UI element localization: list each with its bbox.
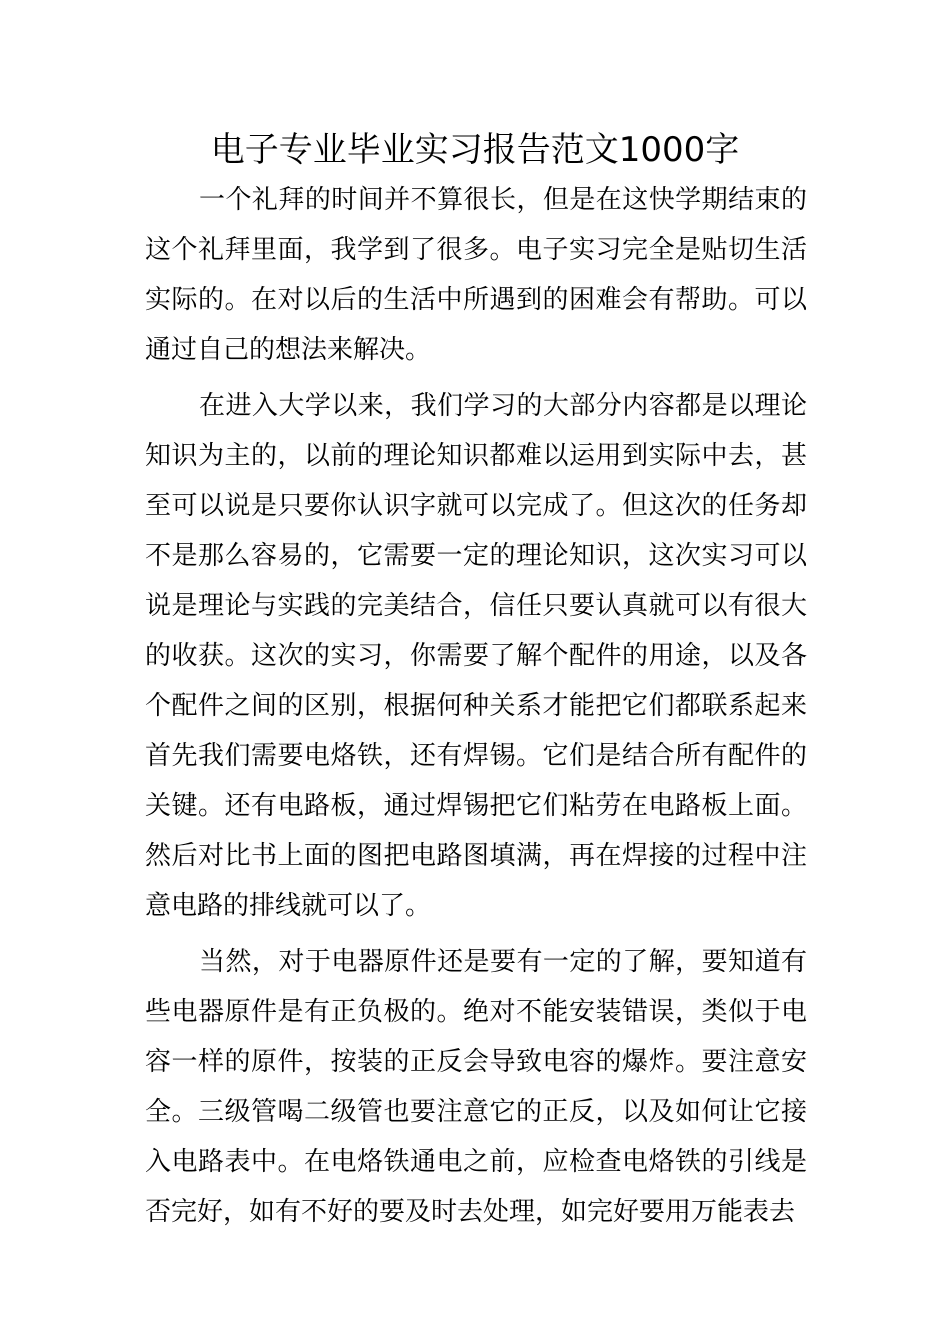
document-body — [145, 175, 807, 1237]
paragraph-2: 在进入大学以来，我们学习的大部分内容都是以理论知识为主的，以前的理论知识都难以运用到实际中去，甚至可以说是只要你认识字就可以完成了。但这次的任务却不是那么容易的，它需要一定的理论知识，这次实习可以说是理论与实践的完美结合，信任只要认真就可以有很大的收获。这次的实习，你需要了解个配件的用途，以及各个配件之间的区别，根据何种关系才能把它们都联系起来首先我们需要电烙铁，还有焊锡。它们是结合所有配件的关键。还有电路板，通过焊锡把它们粘劳在电路板上面。然后对比书上面的图把电路图填满，再在焊接的过程中注意电路的排线就可以了。 — [145, 391, 807, 921]
paragraph-1: 一个礼拜的时间并不算很长，但是在这快学期结束的这个礼拜里面，我学到了很多。电子实习完全是贴切生活实际的。在对以后的生活中所遇到的困难会有帮助。可以通过自己的想法来解决。 — [145, 185, 807, 365]
paragraph-3: 当然，对于电器原件还是要有一定的了解，要知道有些电器原件是有正负极的。绝对不能安装错误，类似于电容一样的原件，按装的正反会导致电容的爆炸。要注意安全。三级管喝二级管也要注意它的正反，以及如何让它接入电路表中。在电烙铁通电之前，应检查电烙铁的引线是否完好，如有不好的要及时去处理，如完好要用万能表去 — [145, 947, 807, 1227]
document-title: 电子专业毕业实习报告范文1000字 — [210, 130, 740, 170]
